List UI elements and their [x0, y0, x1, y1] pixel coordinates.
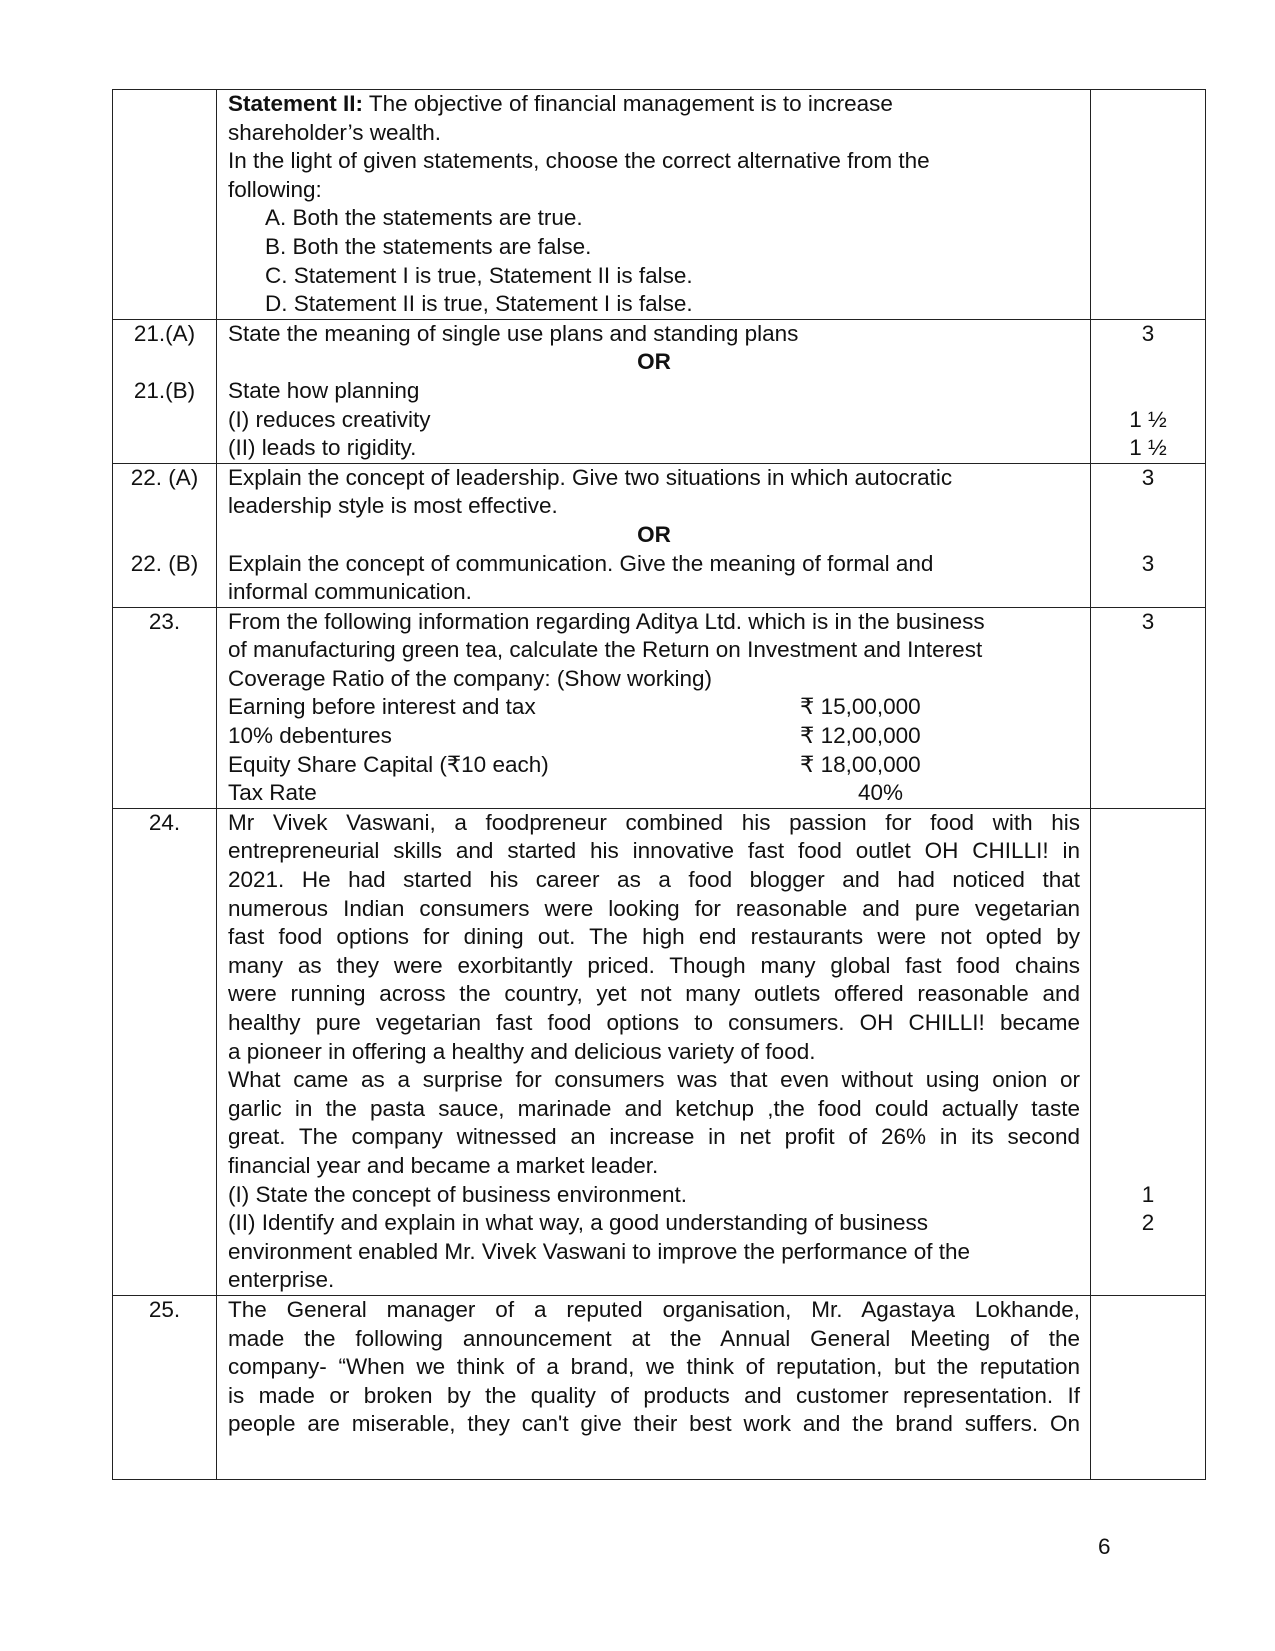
question-21b-text: State how planning: [228, 377, 420, 403]
case-line: made the following announcement at the Annual General Meeting of the: [228, 1325, 1080, 1351]
question-22a-line-2: leadership style is most effective.: [228, 493, 558, 519]
tax-rate-item: [228, 779, 1080, 808]
question-number-cell: [113, 808, 217, 1295]
option-c: C. Statement I is true, Statement II is false.: [265, 262, 693, 288]
question-number-24: 24.: [148, 809, 181, 835]
question-number-cell: [113, 90, 217, 320]
tax-rate-value: 40%: [858, 780, 904, 806]
case-line: company- “When we think of a brand, we think of reputation, but the reputation: [228, 1354, 1080, 1380]
statement-continuation: shareholder’s wealth.: [228, 119, 442, 145]
case-line: garlic in the pasta sauce, marinade and ketchup ,the food could actually taste: [228, 1095, 1080, 1121]
or-divider: OR: [637, 349, 671, 375]
marks-cell: [1091, 319, 1206, 463]
statement-text: The objective of financial management is to increase: [363, 91, 893, 116]
question-24-part-2-line-2: environment enabled Mr. Vivek Vaswani to improve the performance of the: [228, 1238, 971, 1264]
case-line: people are miserable, they can't give their best work and the brand suffers. On: [228, 1411, 1080, 1437]
financial-item-label: 10% debentures: [228, 723, 392, 749]
option-a: A. Both the statements are true.: [265, 205, 583, 231]
question-24-part-2-line-3: enterprise.: [228, 1267, 335, 1293]
question-21a-text: State the meaning of single use plans and standing plans: [228, 320, 799, 346]
table-row-q21: [113, 319, 1206, 463]
marks-23: 3: [1141, 608, 1155, 634]
financial-item-value: ₹ 15,00,000: [800, 694, 921, 720]
question-content-cell: [217, 607, 1091, 808]
case-line: a pioneer in offering a healthy and delicious variety of food.: [228, 1038, 816, 1064]
question-number-22b: 22. (B): [130, 550, 199, 576]
instruction-line-2: following:: [228, 176, 322, 202]
question-number-cell: [113, 1295, 217, 1479]
option-b: B. Both the statements are false.: [265, 233, 592, 259]
case-line: healthy pure vegetarian fast food options to consumers. OH CHILLI! became: [228, 1010, 1080, 1035]
financial-item-value: ₹ 12,00,000: [800, 723, 921, 749]
marks-cell: [1091, 90, 1206, 320]
question-content-cell: [217, 808, 1091, 1295]
question-23-line-1: From the following information regarding Aditya Ltd. which is in the business: [228, 608, 985, 634]
case-line: financial year and became a market leader.: [228, 1152, 659, 1178]
case-line: great. The company witnessed an increase in net profit of 26% in its second: [228, 1124, 1080, 1150]
marks-22a: 3: [1141, 464, 1155, 490]
marks-24-part-2: 2: [1141, 1210, 1155, 1236]
question-number-21a: 21.(A): [133, 320, 196, 346]
question-number-22a: 22. (A): [130, 464, 199, 490]
case-line: Mr Vivek Vaswani, a foodpreneur combined his passion for food with his: [228, 809, 1080, 835]
financial-item: [228, 693, 1080, 722]
question-table: [112, 89, 1206, 1480]
question-content-cell: [217, 319, 1091, 463]
question-number-21b: 21.(B): [133, 377, 196, 403]
question-22a-line-1: Explain the concept of leadership. Give two situations in which autocratic: [228, 464, 953, 490]
financial-item-label: Earning before interest and tax: [228, 694, 536, 720]
question-23-line-2: of manufacturing green tea, calculate the Return on Investment and Interest: [228, 637, 983, 663]
statement-label: Statement II:: [228, 91, 364, 116]
case-line: many as they were exorbitantly priced. Though many global fast food chains: [228, 952, 1080, 978]
marks-24-part-1: 1: [1141, 1181, 1155, 1207]
question-number-cell: [113, 607, 217, 808]
question-24-part-1: (I) State the concept of business environment.: [228, 1181, 687, 1207]
case-line: numerous Indian consumers were looking for reasonable and pure vegetarian: [228, 895, 1080, 921]
table-row-q23: [113, 607, 1206, 808]
case-line: entrepreneurial skills and started his innovative fast food outlet OH CHILLI! in: [228, 838, 1080, 864]
financial-item: [228, 751, 1080, 780]
marks-cell: [1091, 463, 1206, 607]
case-line: were running across the country, yet not many outlets offered reasonable and: [228, 981, 1080, 1007]
table-row-q20: [113, 90, 1206, 320]
option-d: D. Statement II is true, Statement I is false.: [265, 291, 693, 317]
statement-line: [228, 90, 1080, 119]
marks-cell: [1091, 808, 1206, 1295]
question-23-line-3: Coverage Ratio of the company: (Show working): [228, 665, 712, 691]
table-row-q22: [113, 463, 1206, 607]
question-number-cell: [113, 463, 217, 607]
case-line: 2021. He had started his career as a food blogger and had noticed that: [228, 867, 1080, 893]
instruction-line-1: In the light of given statements, choose the correct alternative from the: [228, 148, 930, 174]
question-24-part-2-line-1: (II) Identify and explain in what way, a good understanding of business: [228, 1210, 929, 1236]
or-divider: OR: [637, 521, 671, 547]
marks-21b-part-2: 1 ½: [1129, 435, 1167, 461]
question-22b-line-2: informal communication.: [228, 579, 472, 605]
question-content-cell: [217, 1295, 1091, 1479]
question-22b-line-1: Explain the concept of communication. Give the meaning of formal and: [228, 550, 934, 576]
table-row-q25: [113, 1295, 1206, 1479]
question-number-25: 25.: [148, 1296, 181, 1322]
table-row-q24: [113, 808, 1206, 1295]
tax-rate-label: Tax Rate: [228, 780, 317, 806]
marks-21b-part-1: 1 ½: [1129, 406, 1167, 432]
question-21b-part-1: (I) reduces creativity: [228, 406, 431, 432]
question-number-23: 23.: [148, 608, 181, 634]
question-21b-part-2: (II) leads to rigidity.: [228, 435, 417, 461]
marks-cell: [1091, 1295, 1206, 1479]
case-line: is made or broken by the quality of products and customer representation. If: [228, 1382, 1080, 1408]
case-line: The General manager of a reputed organisation, Mr. Agastaya Lokhande,: [228, 1296, 1080, 1322]
financial-item-value: ₹ 18,00,000: [800, 751, 921, 777]
financial-item-label: Equity Share Capital (₹10 each): [228, 751, 549, 777]
question-content-cell: [217, 90, 1091, 320]
question-number-cell: [113, 319, 217, 463]
question-content-cell: [217, 463, 1091, 607]
case-line: fast food options for dining out. The high end restaurants were not opted by: [228, 924, 1080, 950]
marks-21a: 3: [1141, 320, 1155, 346]
financial-item: [228, 722, 1080, 751]
case-line: What came as a surprise for consumers was that even without using onion or: [228, 1067, 1080, 1093]
page-number: 6: [1098, 1534, 1111, 1559]
marks-22b: 3: [1141, 550, 1155, 576]
marks-cell: [1091, 607, 1206, 808]
